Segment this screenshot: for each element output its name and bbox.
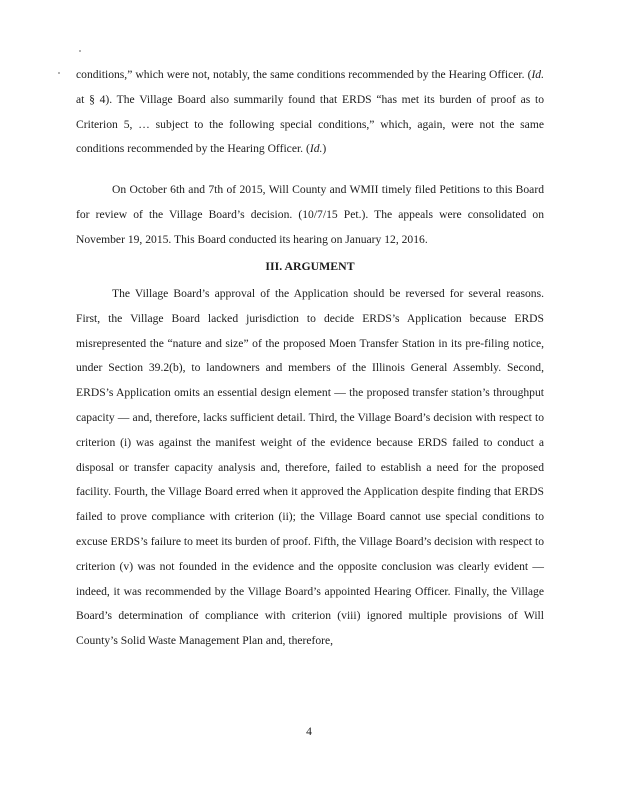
text-segment: The Village Board’s approval of the Application should be reversed for several reasons. First, the Village Board lacked jurisdiction to decide ERDS’s Application because ERDS misrepresented the “nature and size” of the proposed Moen Transfer Station in its pre-filing notice, under Section 39.2(b), to landowners and members of the Illinois General Assembly. Second, ERDS’s Application omits an essential design element — the proposed transfer station’s throughput capacity — and, therefore, lacks sufficient detail. Third, the Village Board’s decision with respect to criterion (i) was against the manifest weight of the evidence because ERDS failed to conduct a disposal or transfer capacity analysis and, therefore, failed to establish a need for the proposed facility. Fourth, the Village Board erred when it approved the Application despite finding that ERDS failed to prove compliance with criterion (ii); the Village Board cannot use special conditions to excuse ERDS’s failure to meet its burden of proof. Fifth, the Village Board’s decision with respect to criterion (v) was not founded in the evidence and the opposite conclusion was clearly evident — indeed, it was recommended by the Village Board’s appointed Hearing Officer. Finally, the Village Board’s determination of compliance with criterion (viii) ignored multiple provisions of Will County’s Solid Waste Management Plan and, therefore,	[76, 287, 544, 648]
text-segment: On October 6th and 7th of 2015, Will County and WMII timely filed Petitions to this Board for review of the Village Board’s decision. (10/7/15 Pet.). The appeals were consolidated on November 19, 2015. This Board conducted its hearing on January 12, 2016.	[76, 183, 544, 246]
paragraph-procedural-history	[76, 178, 544, 252]
text-segment: at § 4). The Village Board also summarily found that ERDS “has met its burden of proof as to Criterion 5, … subject to the following special conditions,” which, again, were not the same conditions recommended by the Hearing Officer. (	[76, 92, 544, 156]
page-number: 4	[306, 725, 312, 738]
paragraph-text	[76, 178, 544, 252]
scan-speck	[58, 72, 60, 74]
paragraph-text	[76, 63, 544, 162]
citation-text: Id.	[531, 68, 544, 81]
section-heading: III. ARGUMENT	[265, 259, 355, 273]
text-segment: )	[322, 142, 327, 156]
paragraph-continued	[76, 63, 544, 162]
text-segment: conditions,” which were not, notably, the same conditions recommended by the Hearing Officer. (	[76, 68, 532, 81]
paragraph-argument-summary	[76, 282, 544, 654]
citation-text: Id.	[309, 142, 323, 156]
scan-speck	[79, 50, 81, 52]
paragraph-text	[76, 282, 544, 654]
